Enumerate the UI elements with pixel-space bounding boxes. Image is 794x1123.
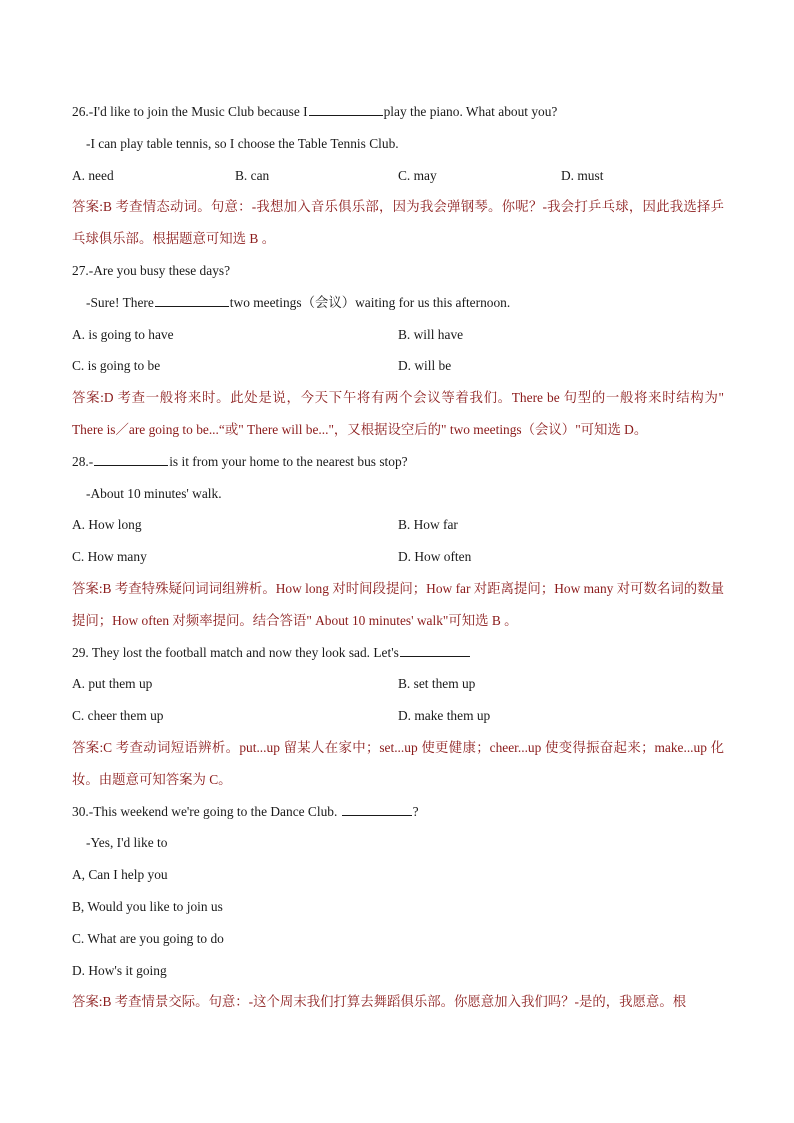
option-a: A. need (72, 167, 114, 183)
question-text: 29. They lost the football match and now they look sad. Let's (72, 644, 399, 660)
reply-text: two meetings（会议）waiting for us this afternoon. (229, 294, 511, 310)
answer-blank (342, 801, 412, 816)
option-b: B. set them up (398, 676, 476, 692)
option-c: C. What are you going to do (72, 930, 224, 946)
answer-28: 答案:B 考查特殊疑问词词组辨析。How long 对时间段提问；How far 对距离提问；How many 对可数名词的数量提问；How often 对频率提问。结合答语" About 10 minutes' walk"可知选 B 。 (72, 580, 724, 628)
option-d: D. make them up (398, 708, 491, 724)
question-29 (72, 637, 724, 669)
question-text: 30.-This weekend we're going to the Dance Club. (72, 803, 341, 819)
answer-blank (309, 101, 383, 116)
options-29-row2 (72, 700, 724, 732)
reply-text: -Sure! There (86, 294, 154, 310)
option-a: A, Can I help you (72, 867, 168, 883)
option-b: B, Would you like to join us (72, 898, 223, 914)
answer-blank (94, 451, 168, 466)
option-a: A. How long (72, 517, 142, 533)
answer-26: 答案:B 考查情态动词。句意：-我想加入音乐俱乐部，因为我会弹钢琴。你呢？-我会打乒乓球，因此我选择乒乓球俱乐部。根据题意可知选 B 。 (72, 199, 724, 247)
option-d: D. must (561, 167, 604, 183)
option-d: D. How's it going (72, 962, 167, 978)
option-b: B. will have (398, 326, 464, 342)
answer-29: 答案:C 考查动词短语辨析。put...up 留某人在家中；set...up 使更健康；cheer...up 使变得振奋起来；make...up 化妆。由题意可知答案为 C。 (72, 739, 724, 787)
answer-30: 答案:B 考查情景交际。句意：-这个周末我们打算去舞蹈俱乐部。你愿意加入我们吗？-是的，我愿意。根 (72, 994, 687, 1010)
option-a: A. is going to have (72, 326, 174, 342)
question-text: is it from your home to the nearest bus stop? (169, 453, 408, 469)
answer-blank (155, 292, 229, 307)
question-text: play the piano. What about you? (383, 104, 558, 119)
reply-28: -About 10 minutes' walk. (86, 485, 222, 501)
question-27: 27.-Are you busy these days? (72, 262, 231, 278)
options-26 (72, 160, 724, 192)
question-text: 26.-I'd like to join the Music Club because I (72, 104, 308, 119)
option-d: D. will be (398, 358, 452, 374)
reply-27 (72, 287, 724, 319)
answer-blank (400, 642, 470, 657)
option-c: C. cheer them up (72, 708, 164, 724)
option-c: C. How many (72, 549, 147, 565)
options-29-row1 (72, 668, 724, 700)
question-26 (72, 96, 724, 128)
reply-26: -I can play table tennis, so I choose the Table Tennis Club. (86, 135, 399, 151)
option-b: B. How far (398, 517, 458, 533)
option-c: C. is going to be (72, 358, 161, 374)
answer-27: 答案:D 考查一般将来时。此处是说，今天下午将有两个会议等着我们。There be 句型的一般将来时结构为" There is／are going to be...“或" There will be..."，又根据设空后的" two meetings（会议）"可知选 D。 (72, 390, 724, 437)
options-28-row1 (72, 509, 724, 541)
question-text: ? (412, 803, 419, 819)
option-c: C. may (398, 167, 437, 183)
option-a: A. put them up (72, 676, 153, 692)
question-28 (72, 446, 724, 478)
worksheet-page (72, 96, 724, 1018)
option-d: D. How often (398, 549, 472, 565)
options-27-row1 (72, 319, 724, 351)
question-30 (72, 796, 724, 828)
reply-30: -Yes, I'd like to (86, 835, 168, 851)
options-28-row2 (72, 541, 724, 573)
options-27-row2 (72, 350, 724, 382)
question-text: 28.- (72, 453, 94, 469)
option-b: B. can (235, 167, 270, 183)
